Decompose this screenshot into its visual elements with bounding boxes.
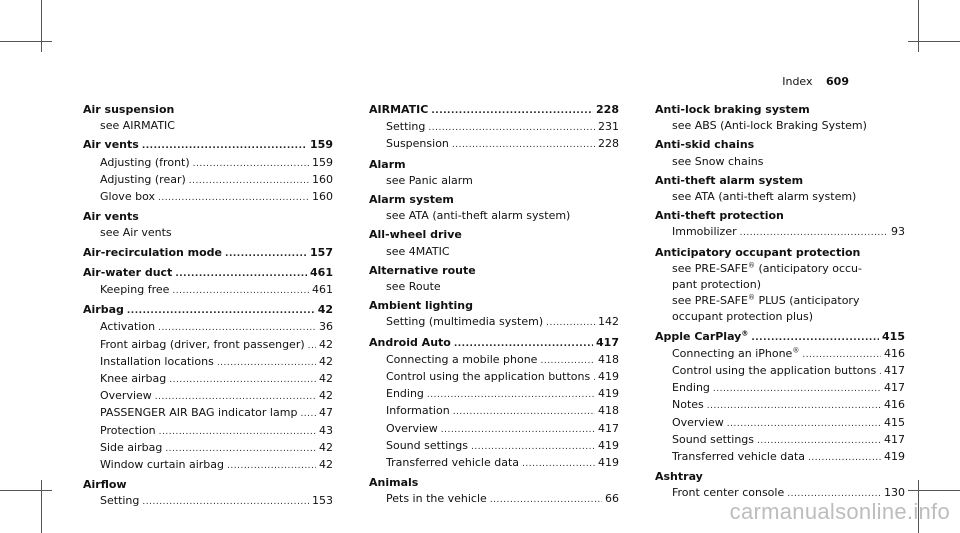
index-subentry-text: Suspension — [386, 137, 449, 151]
index-subentry-text: Overview — [672, 415, 724, 429]
index-subentry — [369, 208, 619, 224]
index-subentry — [83, 172, 333, 189]
index-entry — [83, 477, 333, 513]
index-subentry-text: Setting — [386, 120, 426, 134]
index-term-row — [83, 209, 333, 225]
index-subentry-text: Sound settings — [386, 438, 469, 452]
leader-dots — [227, 458, 316, 474]
leader-dots — [540, 353, 595, 369]
leader-dots — [802, 347, 881, 363]
index-subentry-text: Window curtain airbag — [100, 458, 225, 472]
index-entry — [655, 102, 905, 137]
index-subentry-text: Keeping free — [100, 283, 170, 297]
leader-dots — [727, 416, 881, 432]
index-subentry-text: see PRE-SAFE® PLUS (anticipatory — [672, 293, 860, 308]
index-subentry — [655, 293, 905, 309]
index-entry — [369, 227, 619, 262]
watermark: carmanualsonline.info — [729, 499, 950, 524]
index-subentry-text: Transferred vehicle data — [386, 456, 520, 470]
index-subentry — [83, 423, 333, 440]
leader-dots — [158, 190, 309, 206]
index-column-2 — [369, 102, 619, 512]
page-ref: 418 — [598, 404, 619, 418]
index-entry — [655, 245, 905, 329]
page-ref: 42 — [319, 458, 333, 472]
page-ref: 43 — [319, 423, 333, 437]
index-term-row — [655, 329, 905, 346]
page-ref: 228 — [598, 137, 619, 151]
leader-dots — [751, 330, 879, 346]
crop-mark — [0, 41, 52, 42]
index-subentry-text: see 4MATIC — [386, 244, 450, 258]
index-subentry — [369, 369, 619, 386]
crop-mark — [918, 0, 919, 52]
index-subentry — [83, 118, 333, 134]
index-subentry — [83, 388, 333, 405]
page-ref: 417 — [598, 421, 619, 435]
index-term-row — [369, 157, 619, 173]
index-subentry — [83, 282, 333, 299]
index-subentry — [369, 386, 619, 403]
index-subentry — [655, 154, 905, 170]
index-term-row — [655, 102, 905, 118]
leader-dots — [593, 370, 595, 386]
page-ref: 159 — [310, 138, 333, 152]
leader-dots — [454, 336, 593, 352]
index-subentry — [369, 421, 619, 438]
index-subentry-text: Control using the application buttons — [386, 370, 591, 384]
index-term-row — [655, 208, 905, 224]
page-ref: 461 — [310, 265, 333, 279]
index-term: Air vents — [83, 210, 139, 224]
index-term: Anti-theft alarm system — [655, 173, 804, 187]
index-subentry-text: Setting — [100, 494, 140, 508]
index-subentry-text: see Route — [386, 280, 441, 294]
index-entry — [83, 102, 333, 137]
index-subentry-text: Connecting a mobile phone — [386, 352, 538, 366]
index-subentry-text: Ending — [672, 381, 710, 395]
page-ref: 36 — [319, 320, 333, 334]
page-ref: 418 — [598, 352, 619, 366]
index-subentry-text: see Panic alarm — [386, 173, 473, 187]
index-subentry-text: Overview — [100, 389, 152, 403]
index-term: Android Auto — [369, 335, 451, 349]
index-term: Apple CarPlay® — [655, 328, 749, 343]
leader-dots — [441, 422, 595, 438]
index-term-row — [83, 265, 333, 282]
page-ref: 461 — [312, 283, 333, 297]
index-subentry-text: see ATA (anti-theft alarm system) — [386, 209, 571, 223]
page-ref: 42 — [319, 354, 333, 368]
leader-dots — [431, 103, 593, 119]
crop-mark — [908, 41, 960, 42]
index-subentry-text: Protection — [100, 423, 156, 437]
leader-dots — [471, 439, 595, 455]
index-column-3 — [655, 102, 905, 506]
index-subentry — [655, 415, 905, 432]
crop-mark — [908, 490, 960, 491]
page-ref: 42 — [319, 440, 333, 454]
index-subentry — [369, 314, 619, 331]
index-subentry-text: see Snow chains — [672, 154, 764, 168]
page-ref: 419 — [598, 438, 619, 452]
index-subentry — [83, 440, 333, 457]
crop-mark — [41, 0, 42, 52]
index-subentry-text: Control using the application buttons — [672, 364, 877, 378]
leader-dots — [740, 225, 888, 241]
index-subentry — [369, 279, 619, 295]
leader-dots — [217, 355, 316, 371]
index-subentry-text: Immobilizer — [672, 225, 737, 239]
index-entry — [369, 298, 619, 334]
page-ref: 417 — [884, 381, 905, 395]
leader-dots — [808, 450, 881, 466]
page-ref: 42 — [317, 303, 333, 317]
index-term: Air-recirculation mode — [83, 245, 223, 259]
index-subentry-text: Front center console — [672, 486, 785, 500]
page-ref: 417 — [884, 432, 905, 446]
index-subentry — [655, 363, 905, 380]
index-subentry-text: Ending — [386, 387, 424, 401]
index-subentry-text: Notes — [672, 398, 704, 412]
page-ref: 416 — [884, 398, 905, 412]
index-subentry-text: Activation — [100, 320, 156, 334]
index-subentry — [83, 225, 333, 241]
index-subentry-text: see ATA (anti-theft alarm system) — [672, 190, 857, 204]
index-subentry-text: see ABS (Anti-lock Braking System) — [672, 119, 867, 133]
index-subentry — [655, 449, 905, 466]
index-term: Alternative route — [369, 263, 476, 277]
index-subentry — [369, 173, 619, 189]
index-term: Air suspension — [83, 103, 175, 116]
leader-dots — [879, 364, 881, 380]
page-ref: 142 — [598, 315, 619, 329]
page-ref: 415 — [882, 329, 905, 343]
leader-dots — [155, 389, 316, 405]
page-ref: 130 — [884, 486, 905, 500]
page-ref: 416 — [884, 346, 905, 360]
index-entry — [369, 192, 619, 227]
index-subentry — [83, 405, 333, 422]
index-subentry-text: Transferred vehicle data — [672, 450, 806, 464]
index-term-row — [83, 302, 333, 319]
index-subentry — [655, 118, 905, 134]
index-subentry — [369, 352, 619, 369]
index-subentry-text: pant protection) — [672, 278, 761, 292]
index-subentry-text: Adjusting (rear) — [100, 172, 186, 186]
page-ref: 66 — [605, 492, 619, 506]
leader-dots — [169, 372, 316, 388]
index-entry — [655, 208, 905, 244]
index-subentry — [83, 371, 333, 388]
index-subentry — [655, 189, 905, 205]
index-subentry — [655, 261, 905, 277]
index-term: Air-water duct — [83, 265, 173, 279]
leader-dots — [225, 246, 307, 262]
page-ref: 42 — [319, 337, 333, 351]
index-entry — [369, 335, 619, 476]
page-ref: 160 — [312, 190, 333, 204]
leader-dots — [172, 283, 309, 299]
index-term-row — [83, 102, 333, 118]
page-ref: 159 — [312, 155, 333, 169]
index-subentry — [83, 457, 333, 474]
index-entry — [83, 245, 333, 265]
index-entry — [655, 329, 905, 470]
index-entry — [655, 173, 905, 208]
index-term-row — [369, 102, 619, 119]
index-subentry — [83, 155, 333, 172]
index-term-row — [83, 137, 333, 154]
header-label: Index — [782, 75, 813, 88]
index-term: Anti-lock braking system — [655, 103, 810, 116]
leader-dots — [427, 387, 595, 403]
index-term-row — [369, 298, 619, 314]
index-term-row — [655, 137, 905, 153]
leader-dots — [453, 404, 595, 420]
index-subentry — [83, 319, 333, 336]
index-term-row — [369, 192, 619, 208]
index-term: Animals — [369, 476, 419, 490]
leader-dots — [193, 156, 309, 172]
index-subentry — [655, 346, 905, 363]
leader-dots — [300, 406, 316, 422]
leader-dots — [713, 381, 881, 397]
page-ref: 419 — [598, 456, 619, 470]
page-ref: 93 — [891, 225, 905, 239]
page-ref: 157 — [310, 245, 333, 259]
index-term: AIRMATIC — [369, 103, 429, 116]
leader-dots — [522, 456, 595, 472]
index-term-row — [369, 263, 619, 279]
index-subentry-text: Glove box — [100, 190, 155, 204]
page-ref: 417 — [596, 335, 619, 349]
index-subentry-text: see AIRMATIC — [100, 119, 175, 133]
index-subentry-text: Installation locations — [100, 354, 214, 368]
index-subentry-text: Connecting an iPhone® — [672, 346, 800, 360]
page-ref: 153 — [312, 494, 333, 508]
page-ref: 231 — [598, 120, 619, 134]
page-ref: 419 — [884, 450, 905, 464]
leader-dots — [142, 494, 309, 510]
index-subentry-text: Information — [386, 404, 450, 418]
index-term-row — [83, 477, 333, 493]
index-term: Anti-skid chains — [655, 138, 755, 152]
index-subentry — [369, 455, 619, 472]
index-term-row — [655, 245, 905, 261]
leader-dots — [428, 120, 595, 136]
index-subentry — [655, 309, 905, 325]
index-subentry — [369, 136, 619, 153]
index-term-row — [655, 469, 905, 485]
index-term: Air vents — [83, 138, 139, 152]
leader-dots — [546, 315, 595, 331]
index-subentry — [369, 403, 619, 420]
page-ref: 419 — [598, 387, 619, 401]
index-subentry — [83, 337, 333, 354]
page-header — [782, 75, 849, 88]
index-subentry — [83, 354, 333, 371]
index-term: Alarm system — [369, 193, 454, 207]
index-subentry-text: Overview — [386, 421, 438, 435]
index-subentry-text: Sound settings — [672, 432, 755, 446]
leader-dots — [175, 266, 307, 282]
page-ref: 415 — [884, 415, 905, 429]
index-subentry-text: Knee airbag — [100, 372, 167, 386]
index-term: Airflow — [83, 478, 127, 492]
index-subentry — [83, 493, 333, 510]
index-term-row — [369, 475, 619, 491]
leader-dots — [707, 398, 881, 414]
index-subentry-text: occupant protection plus) — [672, 310, 814, 324]
index-subentry — [369, 438, 619, 455]
leader-dots — [490, 492, 602, 508]
index-subentry — [655, 224, 905, 241]
index-subentry-text: Pets in the vehicle — [386, 492, 487, 506]
crop-mark — [41, 480, 42, 533]
index-column-1 — [83, 102, 333, 514]
index-entry — [369, 157, 619, 192]
index-subentry-text: Setting (multimedia system) — [386, 315, 544, 329]
leader-dots — [165, 441, 316, 457]
index-entry — [83, 265, 333, 302]
leader-dots — [452, 137, 595, 153]
index-subentry-text: PASSENGER AIR BAG indicator lamp — [100, 406, 298, 420]
index-entry — [369, 263, 619, 298]
index-subentry-text: see PRE-SAFE® (anticipatory occu- — [672, 261, 862, 275]
index-term: Alarm — [369, 157, 406, 171]
index-subentry — [369, 119, 619, 136]
index-entry — [83, 209, 333, 244]
leader-dots — [189, 173, 309, 189]
index-term: Airbag — [83, 303, 124, 317]
leader-dots — [127, 303, 315, 319]
index-entry — [83, 137, 333, 209]
leader-dots — [757, 433, 881, 449]
index-term: Anticipatory occupant protection — [655, 245, 861, 259]
index-subentry-text: Side airbag — [100, 440, 163, 454]
page-ref: 47 — [319, 406, 333, 420]
page-ref: 419 — [598, 370, 619, 384]
index-entry — [369, 475, 619, 511]
leader-dots — [159, 424, 316, 440]
index-subentry — [369, 491, 619, 508]
leader-dots — [308, 338, 316, 354]
index-term-row — [369, 227, 619, 243]
index-term: Ambient lighting — [369, 299, 473, 313]
page-ref: 42 — [319, 389, 333, 403]
index-term: Anti-theft protection — [655, 209, 784, 223]
index-term-row — [655, 173, 905, 189]
index-entry — [655, 137, 905, 172]
index-entry — [369, 102, 619, 157]
index-subentry — [655, 432, 905, 449]
index-subentry — [655, 397, 905, 414]
index-subentry — [369, 244, 619, 260]
index-entry — [83, 302, 333, 477]
index-subentry — [655, 380, 905, 397]
index-term: Ashtray — [655, 470, 703, 484]
index-subentry-text: Adjusting (front) — [100, 155, 190, 169]
index-subentry — [83, 189, 333, 206]
page-number: 609 — [826, 75, 849, 88]
index-subentry-text: Front airbag (driver, front passenger) — [100, 337, 305, 351]
index-term-row — [369, 335, 619, 352]
crop-mark — [0, 490, 52, 491]
leader-dots — [158, 320, 316, 336]
leader-dots — [142, 138, 307, 154]
index-subentry-text: see Air vents — [100, 226, 172, 240]
index-term: All-wheel drive — [369, 228, 462, 242]
page-ref: 417 — [884, 364, 905, 378]
page-ref: 42 — [319, 372, 333, 386]
index-term-row — [83, 245, 333, 262]
index-subentry — [655, 277, 905, 293]
page-ref: 228 — [596, 103, 619, 116]
page-ref: 160 — [312, 172, 333, 186]
